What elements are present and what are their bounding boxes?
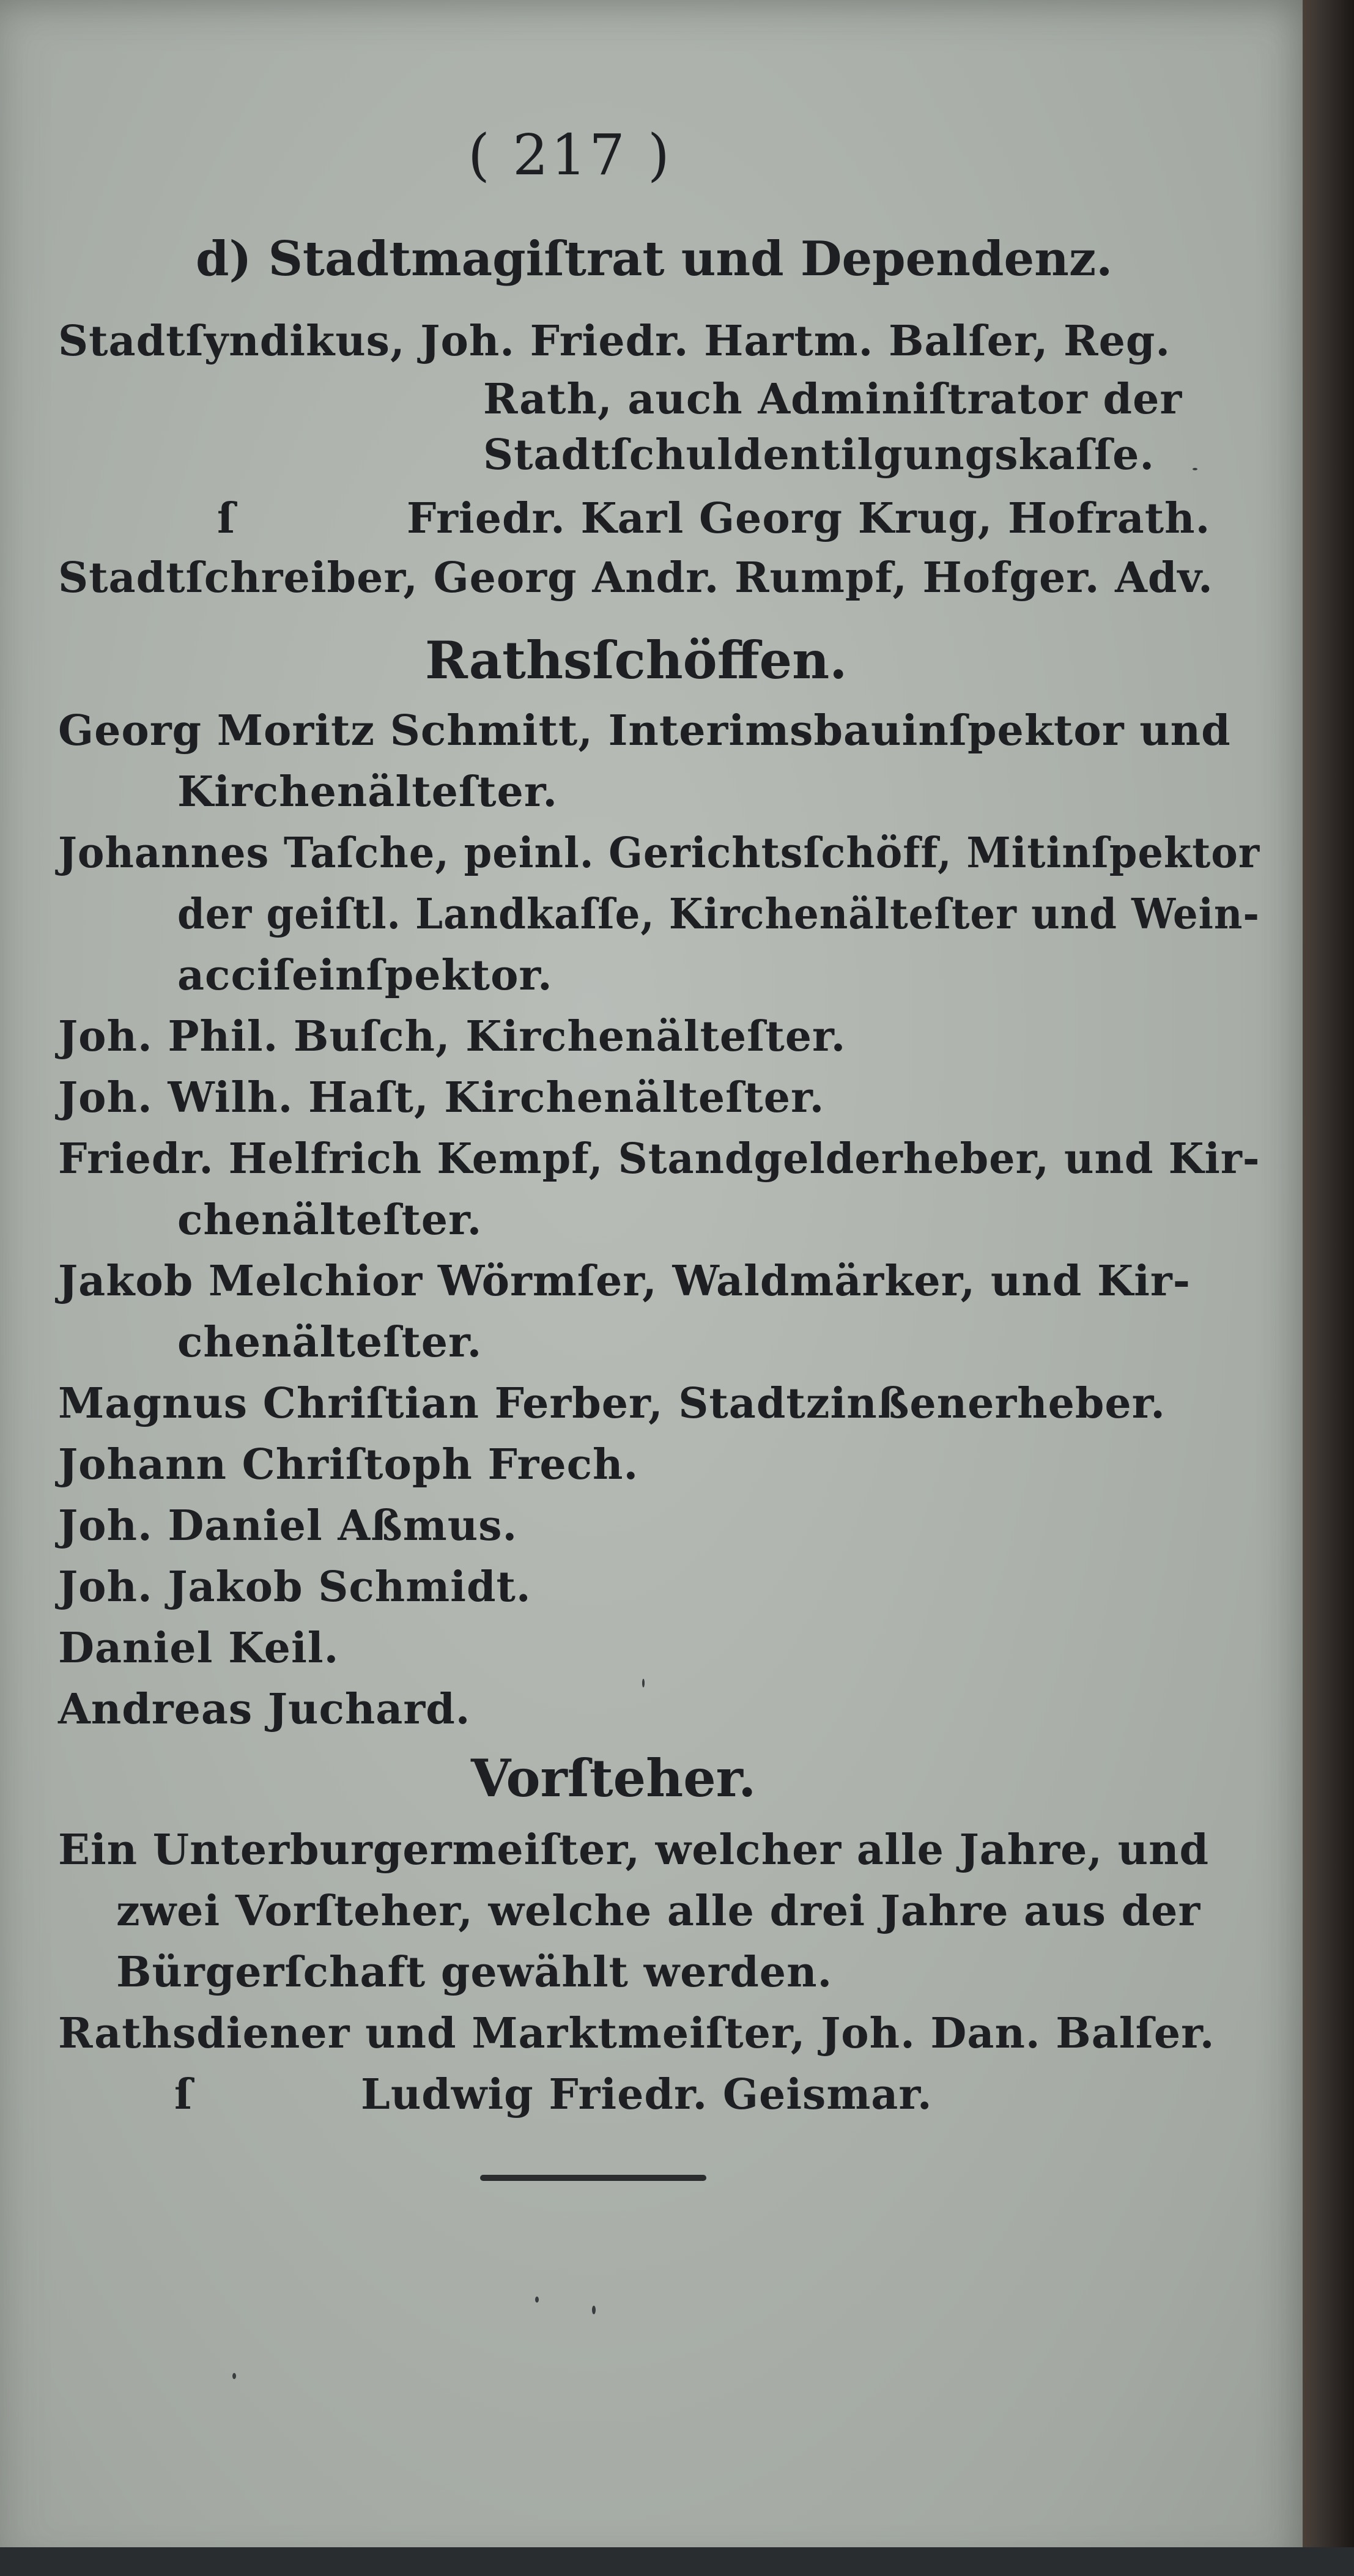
book-binding-edge xyxy=(1303,0,1354,2576)
closing-rule xyxy=(480,2175,706,2181)
ditto-mark: ſ xyxy=(217,494,236,543)
paper-speck xyxy=(1193,468,1197,470)
heading-vorsteher: Vorſteher. xyxy=(471,1748,757,1808)
syndikus-line-3: Stadtſchuldentilgungskaſſe. xyxy=(483,431,1155,479)
diener-line-1: Rathsdiener und Marktmeiſter, Joh. Dan. Balſer. xyxy=(58,2009,1215,2058)
schoeffe-6-line-2: chenälteſter. xyxy=(177,1318,483,1367)
paper-speck xyxy=(642,1679,645,1687)
schoeffe-9: Joh. Daniel Aßmus. xyxy=(58,1501,518,1550)
paper-speck xyxy=(232,2373,236,2379)
schreiber-line: Stadtſchreiber, Georg Andr. Rumpf, Hofger. Adv. xyxy=(58,553,1213,602)
paper-speck xyxy=(592,2306,596,2314)
schoeffe-7: Magnus Chriſtian Ferber, Stadtzinßenerheber. xyxy=(58,1379,1166,1428)
schoeffe-1-line-1: Georg Moritz Schmitt, Interimsbauinſpektor und xyxy=(58,706,1231,755)
schoeffe-5-line-1: Friedr. Helfrich Kempf, Standgelderheber, und Kir- xyxy=(58,1134,1260,1183)
syndikus-line-4: Friedr. Karl Georg Krug, Hofrath. xyxy=(407,494,1211,543)
scan-bottom-band xyxy=(0,2547,1354,2576)
schoeffe-3: Joh. Phil. Buſch, Kirchenälteſter. xyxy=(58,1012,846,1061)
syndikus-line-2: Rath, auch Adminiſtrator der xyxy=(483,375,1183,424)
page-number: ( 217 ) xyxy=(468,122,672,188)
schoeffe-12: Andreas Juchard. xyxy=(58,1685,471,1734)
schoeffe-6-line-1: Jakob Melchior Wörmſer, Waldmärker, und Kir- xyxy=(58,1257,1191,1306)
schoeffe-2-line-1: Johannes Taſche, peinl. Gerichtsſchöff, Mitinſpektor xyxy=(58,829,1260,878)
schoeffe-10: Joh. Jakob Schmidt. xyxy=(58,1563,531,1612)
vorsteher-line-1: Ein Unterburgermeiſter, welcher alle Jahre, und xyxy=(58,1826,1210,1875)
schoeffe-1-line-2: Kirchenälteſter. xyxy=(177,768,558,816)
section-title: d) Stadtmagiſtrat und Dependenz. xyxy=(196,231,1113,287)
schoeffe-11: Daniel Keil. xyxy=(58,1624,339,1673)
schoeffe-2-line-3: acciſeinſpektor. xyxy=(177,951,553,1000)
heading-rathsschoeffen: Rathsſchöffen. xyxy=(425,630,848,690)
schoeffe-5-line-2: chenälteſter. xyxy=(177,1196,483,1245)
paper-speck xyxy=(535,2297,539,2303)
syndikus-line-1: Stadtſyndikus, Joh. Friedr. Hartm. Balſer, Reg. xyxy=(58,317,1171,366)
schoeffe-8: Johann Chriſtoph Frech. xyxy=(58,1440,639,1489)
schoeffe-2-line-2: der geiſtl. Landkaſſe, Kirchenälteſter und Wein- xyxy=(177,890,1260,939)
vorsteher-line-2: zwei Vorſteher, welche alle drei Jahre aus der xyxy=(116,1887,1201,1936)
vorsteher-line-3: Bürgerſchaft gewählt werden. xyxy=(116,1948,833,1997)
ditto-mark-2: ſ xyxy=(174,2070,193,2119)
schoeffe-4: Joh. Wilh. Haſt, Kirchenälteſter. xyxy=(58,1073,825,1122)
diener-line-2: Ludwig Friedr. Geismar. xyxy=(361,2070,933,2119)
